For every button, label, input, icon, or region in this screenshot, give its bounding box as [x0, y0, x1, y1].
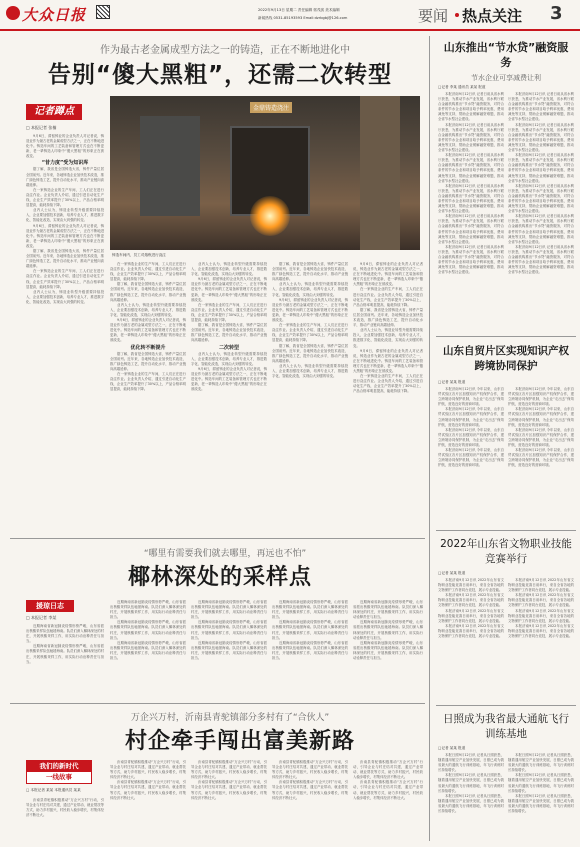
side1-column-1 [438, 92, 504, 330]
side4-paragraph: 本报日照9月12日讯 记者从日照获悉，随着通用航空产业加快发展，日照已成为我省最大的通航飞行训练基地，年飞行训练时长持续增长。 [508, 793, 574, 814]
bottom-badge [26, 760, 92, 784]
side4-column-1 [438, 753, 504, 842]
mid-paragraph: 近期海南省新冠肺炎疫情形势严峻，山东省派出核酸采样队伍驰援海南。队员们深入椰林深处的村庄，开展核酸采样工作，用实际行动诠释责任与担当。 [272, 620, 348, 640]
mid-paragraph: 近期海南省新冠肺炎疫情形势严峻，山东省派出核酸采样队伍驰援海南。队员们深入椰林深处的村庄，开展核酸采样工作，用实际行动诠释责任与担当。 [272, 600, 348, 620]
mid-headline: 椰林深处的采样点 [127, 565, 312, 590]
section-dot-icon [455, 13, 459, 17]
side4-paragraph: 本报日照9月12日讯 记者从日照获悉，随着通用航空产业加快发展，日照已成为我省最大的通航飞行训练基地，年飞行训练时长持续增长。 [508, 753, 574, 773]
side1-paragraph: 本报济南9月12日讯 记者日前从省水利厅获悉，为推动节水产业发展，省水利厅联合金融机构推出“节水贷”融资服务，对符合条件的节水企业和项目给予利率优惠、费用减免等支持，帮助企业缓解融资难题，推动全省节水型社会建设。 [438, 92, 504, 122]
lead-badge: 记者蹲点 [26, 104, 82, 120]
bottom-column-1 [26, 798, 104, 842]
lead-paragraph: 据了解，我省是全国铸造大省，铸件产量位居全国前列。近年来，各地铸造企业加快技术改造，推广绿色铸造工艺，提升自动化水平，推动产业链向高端延伸。 [26, 167, 104, 187]
mid-paragraph: 近期海南省新冠肺炎疫情形势严峻，山东省派出核酸采样队伍驰援海南。队员们深入椰林深处的村庄，开展核酸采样工作，用实际行动诠释责任与担当。 [191, 640, 267, 661]
bottom-headline: 村企牵手闯出富美新路 [124, 729, 355, 754]
side2-paragraph: 本报济南9月12日讯 今年以来，山东自贸试验区各片区加强知识产权保护合作，建立跨境协同保护机制，为企业“走出去”保驾护航，营造良好的营商环境。 [508, 427, 574, 448]
photo-molten-glow [250, 196, 290, 236]
lead-paragraph: 据了解，我省是全国铸造大省，铸件产量位居全国前列。近年来，各地铸造企业加快技术改造，推广绿色铸造工艺，提升自动化水平，推动产业链向高端延伸。 [191, 323, 267, 343]
side2-column-2 [508, 387, 574, 525]
mid-kicker: “哪里有需要我们就去哪里，再远也不怕” [143, 549, 307, 559]
lead-paragraph: 业内人士认为，铸造业转型升级需要持续投入，企业要加强技术创新，培养专业人才，推进数字化、智能化改造，实现由大到强的转变。 [272, 282, 348, 297]
side2-paragraph: 本报济南9月12日讯 今年以来，山东自贸试验区各片区加强知识产权保护合作，建立跨境协同保护机制，为企业“走出去”保驾护航，营造良好的营商环境。 [508, 387, 574, 407]
side3-paragraph: 本报济南9月12日讯 2022年山东省文物职业技能竞赛日前举行，来自全省各地的文物保护工作者同台竞技，展示专业技能。 [508, 623, 574, 639]
side3-column-1 [438, 578, 504, 700]
side2-paragraph: 本报济南9月12日讯 今年以来，山东自贸试验区各片区加强知识产权保护合作，建立跨境协同保护机制，为企业“走出去”保驾护航，营造良好的营商环境。 [508, 448, 574, 468]
mid-paragraph: 近期海南省新冠肺炎疫情形势严峻，山东省派出核酸采样队伍驰援海南。队员们深入椰林深处的村庄，开展核酸采样工作，用实际行动诠释责任与担当。 [353, 620, 423, 640]
qr-code-icon [96, 5, 110, 19]
side2-paragraph: 本报济南9月12日讯 今年以来，山东自贸试验区各片区加强知识产权保护合作，建立跨境协同保护机制，为企业“走出去”保驾护航，营造良好的营商环境。 [438, 448, 504, 468]
section-label: 要闻 [418, 7, 449, 25]
lead-paragraph: 据了解，我省是全国铸造大省，铸件产量位居全国前列。近年来，各地铸造企业加快技术改造，推广绿色铸造工艺，提升自动化水平，推动产业链向高端延伸。 [110, 282, 186, 302]
mid-paragraph: 近期海南省新冠肺炎疫情形势严峻，山东省派出核酸采样队伍驰援海南。队员们深入椰林深处的村庄，开展核酸采样工作，用实际行动诠释责任与担当。 [191, 620, 267, 640]
side2-column-1 [438, 387, 504, 525]
mid-column-5 [353, 600, 423, 700]
side2-byline: □记者 某某 报道 [438, 380, 466, 384]
lead-paragraph: 在一家铸造企业的生产车间，工人们正在进行浇注作业。企业负责人介绍，通过引进自动化生产线，企业生产效率提升了30%以上，产品合格率明显提高，能耗持续下降。 [353, 374, 423, 394]
side2-paragraph: 本报济南9月12日讯 今年以来，山东自贸试验区各片区加强知识产权保护合作，建立跨境协同保护机制，为企业“走出去”保驾护航，营造良好的营商环境。 [438, 427, 504, 448]
mid-paragraph: 近期海南省新冠肺炎疫情形势严峻，山东省派出核酸采样队伍驰援海南。队员们深入椰林深处的村庄，开展核酸采样工作，用实际行动诠释责任与担当。 [26, 644, 104, 664]
bottom-column-3 [191, 760, 267, 842]
bottom-column-2 [110, 760, 186, 842]
side1-paragraph: 本报济南9月12日讯 记者日前从省水利厅获悉，为推动节水产业发展，省水利厅联合金融机构推出“节水贷”融资服务，对符合条件的节水企业和项目给予利率优惠、费用减免等支持，帮助企业缓解融资难题，推动全省节水型社会建设。 [508, 153, 574, 183]
bottom-paragraph: 沂南县青驼镇积极推动“万企兴万村”行动，引导企业与村庄结对共建，通过产业带动、就业帮扶等方式，助力乡村振兴，村民收入稳步增长，村集体经济不断壮大。 [191, 780, 267, 800]
lead-paragraph: 在一家铸造企业的生产车间，工人们正在进行浇注作业。企业负责人介绍，通过引进自动化生产线，企业生产效率提升了30%以上，产品合格率明显提高，能耗持续下降。 [353, 287, 423, 307]
photo-crane [140, 116, 200, 216]
photo-caption: 铸造车间内，员工对熔炼进行浇注 [112, 253, 166, 257]
lead-paragraph: 在一家铸造企业的生产车间，工人们正在进行浇注作业。企业负责人介绍，通过引进自动化生产线，企业生产效率提升了30%以上，产品合格率明显提高，能耗持续下降。 [26, 187, 104, 208]
lead-column-5 [353, 262, 423, 532]
column-divider [429, 36, 430, 841]
lead-column-4 [272, 262, 348, 532]
lead-paragraph: 业内人士认为，铸造业转型升级需要持续投入，企业要加强技术创新，培养专业人才，推进数字化、智能化改造，实现由大到强的转变。 [110, 302, 186, 317]
lead-paragraph: 在一家铸造企业的生产车间，工人们正在进行浇注作业。企业负责人介绍，通过引进自动化生产线，企业生产效率提升了30%以上，产品合格率明显提高，能耗持续下降。 [272, 323, 348, 343]
side3-paragraph: 本报济南9月12日讯 2022年山东省文物职业技能竞赛日前举行，来自全省各地的文物保护工作者同台竞技，展示专业技能。 [438, 623, 504, 639]
bottom-column-5 [353, 760, 423, 842]
mid-column-2 [110, 600, 186, 700]
side1-paragraph: 本报济南9月12日讯 记者日前从省水利厅获悉，为推动节水产业发展，省水利厅联合金融机构推出“节水贷”融资服务，对符合条件的节水企业和项目给予利率优惠、费用减免等支持，帮助企业缓解融资难题，推动全省节水型社会建设。 [438, 244, 504, 275]
side4-headline: 日照成为我省最大通航飞行训练基地 [443, 713, 569, 740]
side2-paragraph: 本报济南9月12日讯 今年以来，山东自贸试验区各片区加强知识产权保护合作，建立跨境协同保护机制，为企业“走出去”保驾护航，营造良好的营商环境。 [438, 407, 504, 427]
lead-column-2 [110, 262, 186, 532]
mid-column-1 [26, 624, 104, 699]
photo-sign: 金鼎铸造浇注 [250, 102, 292, 113]
contact-line: 新闻热线 0531-85193593 Email:dzrbgbj@126.com [258, 16, 348, 20]
side4-paragraph: 本报日照9月12日讯 记者从日照获悉，随着通用航空产业加快发展，日照已成为我省最大的通航飞行训练基地，年飞行训练时长持续增长。 [438, 793, 504, 814]
mid-paragraph: 近期海南省新冠肺炎疫情形势严峻，山东省派出核酸采样队伍驰援海南。队员们深入椰林深处的村庄，开展核酸采样工作，用实际行动诠释责任与担当。 [272, 640, 348, 661]
lead-subhead: 优化转不断提升 [130, 344, 166, 351]
lead-paragraph: 业内人士认为，铸造业转型升级需要持续投入，企业要加强技术创新，培养专业人才，推进数字化、智能化改造，实现由大到强的转变。 [26, 208, 104, 223]
lead-column-3 [191, 262, 267, 532]
sidebar-divider [436, 705, 576, 706]
sidebar-divider [436, 530, 576, 531]
photo-pillar [360, 96, 400, 250]
mid-column-3 [191, 600, 267, 700]
side3-paragraph: 本报济南9月12日讯 2022年山东省文物职业技能竞赛日前举行，来自全省各地的文物保护工作者同台竞技，展示专业技能。 [438, 593, 504, 608]
bottom-column-4 [272, 760, 348, 842]
side1-paragraph: 本报济南9月12日讯 记者日前从省水利厅获悉，为推动节水产业发展，省水利厅联合金融机构推出“节水贷”融资服务，对符合条件的节水企业和项目给予利率优惠、费用减免等支持，帮助企业缓解融资难题，推动全省节水型社会建设。 [508, 244, 574, 275]
bottom-paragraph: 沂南县青驼镇积极推动“万企兴万村”行动，引导企业与村庄结对共建，通过产业带动、就业帮扶等方式，助力乡村振兴，村民收入稳步增长，村集体经济不断壮大。 [110, 780, 186, 800]
side1-paragraph: 本报济南9月12日讯 记者日前从省水利厅获悉，为推动节水产业发展，省水利厅联合金融机构推出“节水贷”融资服务，对符合条件的节水企业和项目给予利率优惠、费用减免等支持，帮助企业缓解融资难题，推动全省节水型社会建设。 [508, 183, 574, 214]
lead-paragraph: 业内人士认为，铸造业转型升级需要持续投入，企业要加强技术创新，培养专业人才，推进数字化、智能化改造，实现由大到强的转变。 [26, 289, 104, 304]
side4-byline: □记者 某某 报道 [438, 746, 466, 750]
bottom-badge-top: 我们的新时代 [27, 761, 91, 772]
bottom-paragraph: 沂南县青驼镇积极推动“万企兴万村”行动，引导企业与村庄结对共建，通过产业带动、就业帮扶等方式，助力乡村振兴，村民收入稳步增长，村集体经济不断壮大。 [353, 760, 423, 780]
side3-byline: □记者 某某 报道 [438, 571, 466, 575]
side2-paragraph: 本报济南9月12日讯 今年以来，山东自贸试验区各片区加强知识产权保护合作，建立跨境协同保护机制，为企业“走出去”保驾护航，营造良好的营商环境。 [438, 387, 504, 407]
lead-paragraph: 在一家铸造企业的生产车间，工人们正在进行浇注作业。企业负责人介绍，通过引进自动化生产线，企业生产效率提升了30%以上，产品合格率明显提高，能耗持续下降。 [110, 371, 186, 392]
bottom-paragraph: 沂南县青驼镇积极推动“万企兴万村”行动，引导企业与村庄结对共建，通过产业带动、就业帮扶等方式，助力乡村振兴，村民收入稳步增长，村集体经济不断壮大。 [272, 760, 348, 780]
lead-paragraph: 9月6日，滞留铸业的企业负责人对记者说，铸造业作为最古老的金属成型方法之一，正在不断地进化中。铸造车间的工艺装备和管理方式也在不断更新，老一辈铸造人印象中“傻大黑粗”的形象正在被改变。 [353, 348, 423, 373]
newspaper-logo-icon [6, 6, 20, 20]
side1-paragraph: 本报济南9月12日讯 记者日前从省水利厅获悉，为推动节水产业发展，省水利厅联合金融机构推出“节水贷”融资服务，对符合条件的节水企业和项目给予利率优惠、费用减免等支持，帮助企业缓解融资难题，推动全省节水型社会建设。 [508, 122, 574, 153]
mid-paragraph: 近期海南省新冠肺炎疫情形势严峻，山东省派出核酸采样队伍驰援海南。队员们深入椰林深处的村庄，开展核酸采样工作，用实际行动诠释责任与担当。 [353, 600, 423, 620]
mid-byline: □ 本报记者 李某 [26, 615, 57, 620]
masthead [0, 0, 580, 36]
mid-paragraph: 近期海南省新冠肺炎疫情形势严峻，山东省派出核酸采样队伍驰援海南。队员们深入椰林深处的村庄，开展核酸采样工作，用实际行动诠释责任与担当。 [191, 600, 267, 620]
side1-paragraph: 本报济南9月12日讯 记者日前从省水利厅获悉，为推动节水产业发展，省水利厅联合金融机构推出“节水贷”融资服务，对符合条件的节水企业和项目给予利率优惠、费用减免等支持，帮助企业缓解融资难题，推动全省节水型社会建设。 [438, 122, 504, 153]
side4-paragraph: 本报日照9月12日讯 记者从日照获悉，随着通用航空产业加快发展，日照已成为我省最大的通航飞行训练基地，年飞行训练时长持续增长。 [508, 773, 574, 793]
newspaper-logo: 大众日报 [22, 6, 87, 24]
side3-paragraph: 本报济南9月12日讯 2022年山东省文物职业技能竞赛日前举行，来自全省各地的文物保护工作者同台竞技，展示专业技能。 [508, 593, 574, 608]
lead-paragraph: 业内人士认为，铸造业转型升级需要持续投入，企业要加强技术创新，培养专业人才，推进数字化、智能化改造，实现由大到强的转变。 [353, 328, 423, 348]
mid-paragraph: 近期海南省新冠肺炎疫情形势严峻，山东省派出核酸采样队伍驰援海南。队员们深入椰林深处的村庄，开展核酸采样工作，用实际行动诠释责任与担当。 [26, 624, 104, 644]
side1-paragraph: 本报济南9月12日讯 记者日前从省水利厅获悉，为推动节水产业发展，省水利厅联合金融机构推出“节水贷”融资服务，对符合条件的节水企业和项目给予利率优惠、费用减免等支持，帮助企业缓解融资难题，推动全省节水型社会建设。 [438, 214, 504, 244]
section-divider [10, 538, 425, 539]
side3-column-2 [508, 578, 574, 700]
lead-photo [110, 96, 420, 250]
bottom-paragraph: 沂南县青驼镇积极推动“万企兴万村”行动，引导企业与村庄结对共建，通过产业带动、就业帮扶等方式，助力乡村振兴，村民收入稳步增长，村集体经济不断壮大。 [110, 760, 186, 780]
lead-kicker: 作为最古老金属成型方法之一的铸造，正在不断地进化中 [100, 45, 350, 56]
side3-headline: 2022年山东省文物职业技能竞赛举行 [440, 538, 572, 565]
lead-byline: □ 本报记者 张楠 [26, 125, 57, 130]
side1-headline: 山东推出“节水贷”融资服务 [443, 41, 569, 69]
bottom-paragraph: 沂南县青驼镇积极推动“万企兴万村”行动，引导企业与村庄结对共建，通过产业带动、就业帮扶等方式，助力乡村振兴，村民收入稳步增长，村集体经济不断壮大。 [272, 780, 348, 800]
lead-paragraph: 业内人士认为，铸造业转型升级需要持续投入，企业要加强技术创新，培养专业人才，推进数字化、智能化改造，实现由大到强的转变。 [191, 351, 267, 366]
bottom-paragraph: 沂南县青驼镇积极推动“万企兴万村”行动，引导企业与村庄结对共建，通过产业带动、就业帮扶等方式，助力乡村振兴，村民收入稳步增长，村集体经济不断壮大。 [26, 798, 104, 818]
sidebar-divider [436, 336, 576, 337]
bottom-byline: □ 本报记者 某某 本报通讯员 某某 [26, 788, 81, 792]
lead-subhead: “昔力度”受为知识库 [41, 160, 89, 167]
bottom-paragraph: 沂南县青驼镇积极推动“万企兴万村”行动，引导企业与村庄结对共建，通过产业带动、就业帮扶等方式，助力乡村振兴，村民收入稳步增长，村集体经济不断壮大。 [191, 760, 267, 780]
mid-paragraph: 近期海南省新冠肺炎疫情形势严峻，山东省派出核酸采样队伍驰援海南。队员们深入椰林深处的村庄，开展核酸采样工作，用实际行动诠释责任与担当。 [110, 620, 186, 640]
side1-byline: □记者 李某 通讯员 某某 报道 [438, 85, 486, 89]
side3-paragraph: 本报济南9月12日讯 2022年山东省文物职业技能竞赛日前举行，来自全省各地的文物保护工作者同台竞技，展示专业技能。 [438, 608, 504, 623]
bottom-paragraph: 沂南县青驼镇积极推动“万企兴万村”行动，引导企业与村庄结对共建，通过产业带动、就业帮扶等方式，助力乡村振兴，村民收入稳步增长，村集体经济不断壮大。 [353, 780, 423, 800]
lead-paragraph: 据了解，我省是全国铸造大省，铸件产量位居全国前列。近年来，各地铸造企业加快技术改造，推广绿色铸造工艺，提升自动化水平，推动产业链向高端延伸。 [272, 262, 348, 282]
section-divider [10, 703, 425, 704]
side2-paragraph: 本报济南9月12日讯 今年以来，山东自贸试验区各片区加强知识产权保护合作，建立跨境协同保护机制，为企业“走出去”保驾护航，营造良好的营商环境。 [508, 407, 574, 427]
bottom-kicker: 万企兴万村，沂南县青驼镇部分多村有了“合伙人” [130, 713, 330, 723]
side1-paragraph: 本报济南9月12日讯 记者日前从省水利厅获悉，为推动节水产业发展，省水利厅联合金融机构推出“节水贷”融资服务，对符合条件的节水企业和项目给予利率优惠、费用减免等支持，帮助企业缓解融资难题，推动全省节水型社会建设。 [508, 214, 574, 244]
side1-paragraph: 本报济南9月12日讯 记者日前从省水利厅获悉，为推动节水产业发展，省水利厅联合金融机构推出“节水贷”融资服务，对符合条件的节水企业和项目给予利率优惠、费用减免等支持，帮助企业缓解融资难题，推动全省节水型社会建设。 [508, 92, 574, 122]
side1-paragraph: 本报济南9月12日讯 记者日前从省水利厅获悉，为推动节水产业发展，省水利厅联合金融机构推出“节水贷”融资服务，对符合条件的节水企业和项目给予利率优惠、费用减免等支持，帮助企业缓解融资难题，推动全省节水型社会建设。 [438, 153, 504, 183]
lead-paragraph: 9月6日，滞留铸业的企业负责人对记者说，铸造业作为最古老的金属成型方法之一，正在不断地进化中。铸造车间的工艺装备和管理方式也在不断更新，老一辈铸造人印象中“傻大黑粗”的形象正在被改变。 [110, 318, 186, 343]
lead-headline: 告别“傻大黑粗”，还需二次转型 [47, 62, 393, 88]
side3-paragraph: 本报济南9月12日讯 2022年山东省文物职业技能竞赛日前举行，来自全省各地的文物保护工作者同台竞技，展示专业技能。 [508, 578, 574, 593]
side3-paragraph: 本报济南9月12日讯 2022年山东省文物职业技能竞赛日前举行，来自全省各地的文物保护工作者同台竞技，展示专业技能。 [438, 578, 504, 593]
masthead-rule [0, 29, 580, 31]
lead-paragraph: 9月6日，滞留铸业的企业负责人对记者说，铸造业作为最古老的金属成型方法之一，正在不断地进化中。铸造车间的工艺装备和管理方式也在不断更新，老一辈铸造人印象中“傻大黑粗”的形象正在被改变。 [191, 277, 267, 302]
side1-paragraph: 本报济南9月12日讯 记者日前从省水利厅获悉，为推动节水产业发展，省水利厅联合金融机构推出“节水贷”融资服务，对符合条件的节水企业和项目给予利率优惠、费用减免等支持，帮助企业缓解融资难题，推动全省节水型社会建设。 [438, 183, 504, 214]
mid-paragraph: 近期海南省新冠肺炎疫情形势严峻，山东省派出核酸采样队伍驰援海南。队员们深入椰林深处的村庄，开展核酸采样工作，用实际行动诠释责任与担当。 [110, 640, 186, 661]
side4-paragraph: 本报日照9月12日讯 记者从日照获悉，随着通用航空产业加快发展，日照已成为我省最大的通航飞行训练基地，年飞行训练时长持续增长。 [438, 773, 504, 793]
lead-paragraph: 据了解，我省是全国铸造大省，铸件产量位居全国前列。近年来，各地铸造企业加快技术改造，推广绿色铸造工艺，提升自动化水平，推动产业链向高端延伸。 [353, 307, 423, 328]
lead-paragraph: 据了解，我省是全国铸造大省，铸件产量位居全国前列。近年来，各地铸造企业加快技术改造，推广绿色铸造工艺，提升自动化水平，推动产业链向高端延伸。 [272, 343, 348, 363]
mid-paragraph: 近期海南省新冠肺炎疫情形势严峻，山东省派出核酸采样队伍驰援海南。队员们深入椰林深处的村庄，开展核酸采样工作，用实际行动诠释责任与担当。 [110, 600, 186, 620]
lead-paragraph: 9月6日，滞留铸业的企业负责人对记者说，铸造业作为最古老的金属成型方法之一，正在不断地进化中。铸造车间的工艺装备和管理方式也在不断更新，老一辈铸造人印象中“傻大黑粗”的形象正在被改变。 [26, 134, 104, 159]
side4-paragraph: 本报日照9月12日讯 记者从日照获悉，随着通用航空产业加快发展，日照已成为我省最大的通航飞行训练基地，年飞行训练时长持续增长。 [438, 753, 504, 773]
section-title: 热点关注 [462, 7, 523, 25]
lead-paragraph: 在一家铸造企业的生产车间，工人们正在进行浇注作业。企业负责人介绍，通过引进自动化生产线，企业生产效率提升了30%以上，产品合格率明显提高，能耗持续下降。 [26, 269, 104, 289]
side1-column-2 [508, 92, 574, 330]
mid-paragraph: 近期海南省新冠肺炎疫情形势严峻，山东省派出核酸采样队伍驰援海南。队员们深入椰林深处的村庄，开展核酸采样工作，用实际行动诠释责任与担当。 [353, 640, 423, 661]
lead-paragraph: 9月6日，滞留铸业的企业负责人对记者说，铸造业作为最古老的金属成型方法之一，正在不断地进化中。铸造车间的工艺装备和管理方式也在不断更新，老一辈铸造人印象中“傻大黑粗”的形象正在被改变。 [191, 366, 267, 392]
side2-headline: 山东自贸片区实现知识产权跨境协同保护 [443, 345, 569, 372]
lead-paragraph: 9月6日，滞留铸业的企业负责人对记者说，铸造业作为最古老的金属成型方法之一，正在不断地进化中。铸造车间的工艺装备和管理方式也在不断更新，老一辈铸造人印象中“傻大黑粗”的形象正在被改变。 [353, 262, 423, 287]
mid-badge: 援琼日志 [26, 600, 74, 612]
lead-subhead: 二次转型 [218, 344, 239, 351]
lead-paragraph: 9月6日，滞留铸业的企业负责人对记者说，铸造业作为最古老的金属成型方法之一，正在不断地进化中。铸造车间的工艺装备和管理方式也在不断更新，老一辈铸造人印象中“傻大黑粗”的形象正在被改变。 [272, 297, 348, 323]
mid-column-4 [272, 600, 348, 700]
date-line: 2022年9月13日 星期二 责任编辑 郭茂滨 美术编辑 [258, 8, 340, 12]
lead-paragraph: 业内人士认为，铸造业转型升级需要持续投入，企业要加强技术创新，培养专业人才，推进数字化、智能化改造，实现由大到强的转变。 [272, 363, 348, 379]
lead-paragraph: 9月6日，滞留铸业的企业负责人对记者说，铸造业作为最古老的金属成型方法之一，正在不断地进化中。铸造车间的工艺装备和管理方式也在不断更新，老一辈铸造人印象中“傻大黑粗”的形象正在被改变。 [26, 223, 104, 248]
lead-paragraph: 在一家铸造企业的生产车间，工人们正在进行浇注作业。企业负责人介绍，通过引进自动化生产线，企业生产效率提升了30%以上，产品合格率明显提高，能耗持续下降。 [110, 262, 186, 282]
side3-paragraph: 本报济南9月12日讯 2022年山东省文物职业技能竞赛日前举行，来自全省各地的文物保护工作者同台竞技，展示专业技能。 [508, 608, 574, 623]
lead-paragraph: 业内人士认为，铸造业转型升级需要持续投入，企业要加强技术创新，培养专业人才，推进数字化、智能化改造，实现由大到强的转变。 [191, 262, 267, 277]
lead-paragraph: 据了解，我省是全国铸造大省，铸件产量位居全国前列。近年来，各地铸造企业加快技术改造，推广绿色铸造工艺，提升自动化水平，推动产业链向高端延伸。 [110, 351, 186, 371]
lead-column-1 [26, 134, 104, 398]
lead-paragraph: 据了解，我省是全国铸造大省，铸件产量位居全国前列。近年来，各地铸造企业加快技术改造，推广绿色铸造工艺，提升自动化水平，推动产业链向高端延伸。 [26, 248, 104, 269]
bottom-badge-bottom: 一线故事 [46, 773, 72, 781]
page-number: 3 [550, 3, 563, 24]
side1-subheadline: 节水企业可享减费让利 [471, 74, 541, 82]
lead-paragraph: 在一家铸造企业的生产车间，工人们正在进行浇注作业。企业负责人介绍，通过引进自动化生产线，企业生产效率提升了30%以上，产品合格率明显提高，能耗持续下降。 [191, 302, 267, 323]
side4-column-2 [508, 753, 574, 842]
